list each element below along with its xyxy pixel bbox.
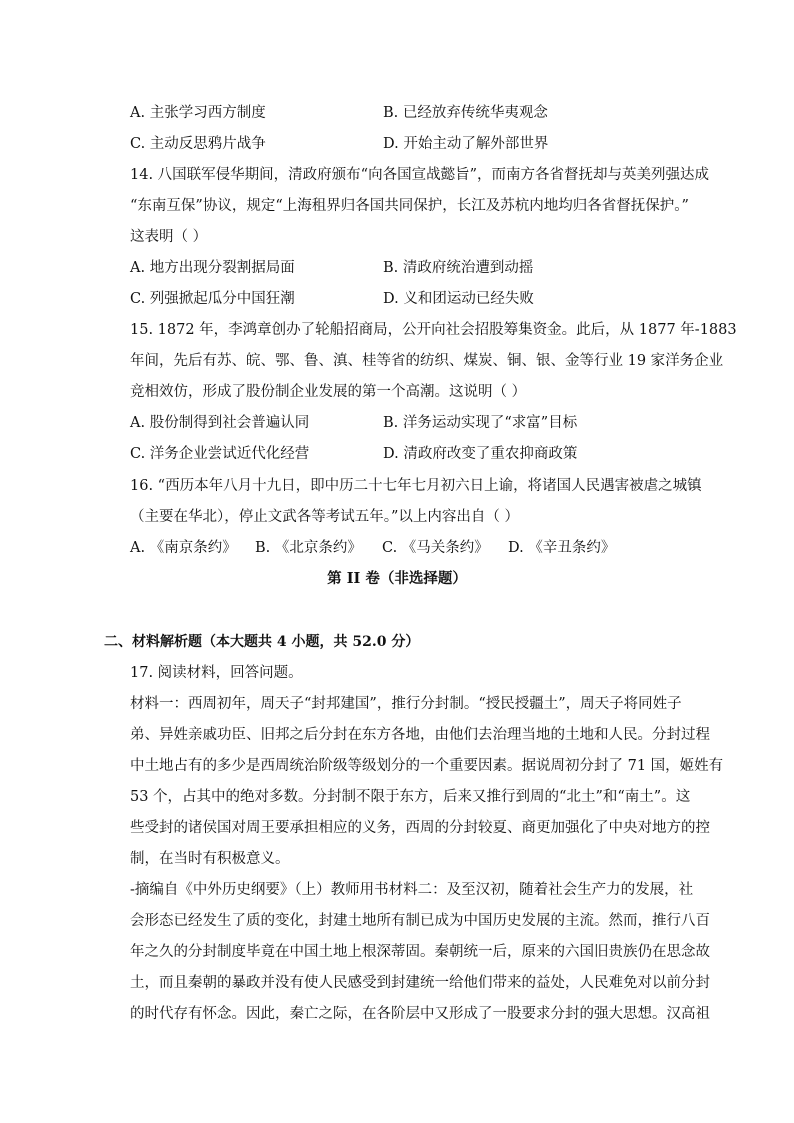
q15-stem-line-1: 15. 1872 年，李鸿章创办了轮船招商局，公开向社会招股筹集资金。此后，从 1877 年-1883 <box>130 322 737 338</box>
q15-option-b: B. 洋务运动实现了“求富”目标 <box>383 415 578 431</box>
q13-option-c: C. 主动反思鸦片战争 <box>130 136 266 152</box>
q17-material-line: 制，在当时有积极意义。 <box>130 851 290 867</box>
q14-stem-line-1: 14. 八国联军侵华期间，清政府颁布“向各国宣战懿旨”，而南方各省督抚却与英美列强达成 <box>130 167 709 183</box>
q17-material-line: 年之久的分封制度毕竟在中国土地上根深蒂固。秦朝统一后，原来的六国旧贵族仍在思念故 <box>130 944 710 960</box>
q16-stem-line-1: 16. “西历本年八月十九日，即中历二十七年七月初六日上谕，将诸国人民遇害被虐之城镇 <box>130 478 702 494</box>
q17-material-line: 弟、异姓亲戚功臣、旧邦之后分封在东方各地，由他们去治理当地的土地和人民。分封过程 <box>130 727 710 743</box>
q14-option-a: A. 地方出现分裂割据局面 <box>130 260 295 276</box>
q14-stem-line-3: 这表明（ ） <box>130 229 208 245</box>
q16-option-a: A. 《南京条约》 <box>130 540 237 556</box>
q13-option-d: D. 开始主动了解外部世界 <box>383 136 549 152</box>
q15-option-d: D. 清政府改变了重农抑商政策 <box>383 446 578 462</box>
q15-stem-line-2: 年间，先后有苏、皖、鄂、鲁、滇、桂等省的纺织、煤炭、铜、银、金等行业 19 家洋务企业 <box>130 353 724 369</box>
q17-material-line: -摘编自《中外历史纲要》（上）教师用书材料二：及至汉初，随着社会生产力的发展，社 <box>130 882 694 898</box>
q17-material-line: 中土地占有的多少是西周统治阶级等级划分的一个重要因素。据说周初分封了 71 国，姬姓有 <box>130 758 724 774</box>
q16-option-d: D. 《辛丑条约》 <box>508 540 616 556</box>
q17-title: 17. 阅读材料，回答问题。 <box>130 665 303 681</box>
q17-material-line: 土，而且秦朝的暴政并没有使人民感受到封建统一给他们带来的益处，人民难免对以前分封 <box>130 975 710 991</box>
q16-stem-line-2: （主要在华北），停止文武各等考试五年。”以上内容出自（ ） <box>130 509 520 525</box>
q16-option-b: B. 《北京条约》 <box>255 540 362 556</box>
volume-title: 第 II 卷（非选择题） <box>327 570 467 587</box>
q17-material-line: 些受封的诸侯国对周王要承担相应的义务，西周的分封较夏、商更加强化了中央对地方的控 <box>130 820 710 836</box>
q13-option-a: A. 主张学习西方制度 <box>130 105 266 121</box>
q15-option-c: C. 洋务企业尝试近代化经营 <box>130 446 310 462</box>
q14-option-b: B. 清政府统治遭到动摇 <box>383 260 534 276</box>
q15-option-a: A. 股份制得到社会普遍认同 <box>130 415 310 431</box>
section-heading: 二、材料解析题（本大题共 4 小题，共 52.0 分） <box>104 634 420 650</box>
q14-option-c: C. 列强掀起瓜分中国狂潮 <box>130 291 295 307</box>
q17-material-line: 材料一：西周初年，周天子“封邦建国”，推行分封制。“授民授疆土”，周天子将同姓子 <box>130 696 682 712</box>
q15-stem-line-3: 竞相效仿，形成了股份制企业发展的第一个高潮。这说明（ ） <box>130 384 527 400</box>
q17-material-line: 会形态已经发生了质的变化，封建土地所有制已成为中国历史发展的主流。然而，推行八百 <box>130 913 710 929</box>
q16-option-c: C. 《马关条约》 <box>382 540 489 556</box>
q17-material-line: 的时代存有怀念。因此，秦亡之际，在各阶层中又形成了一股要求分封的强大思想。汉高祖 <box>130 1006 710 1022</box>
q13-option-b: B. 已经放弃传统华夷观念 <box>383 105 548 121</box>
q17-material-line: 53 个，占其中的绝对多数。分封制不限于东方，后来又推行到周的“北土”和“南土”。这 <box>130 789 691 805</box>
q14-stem-line-2: “东南互保”协议，规定“上海租界归各国共同保护，长江及苏杭内地均归各省督抚保护。” <box>130 198 689 214</box>
q14-option-d: D. 义和团运动已经失败 <box>383 291 534 307</box>
